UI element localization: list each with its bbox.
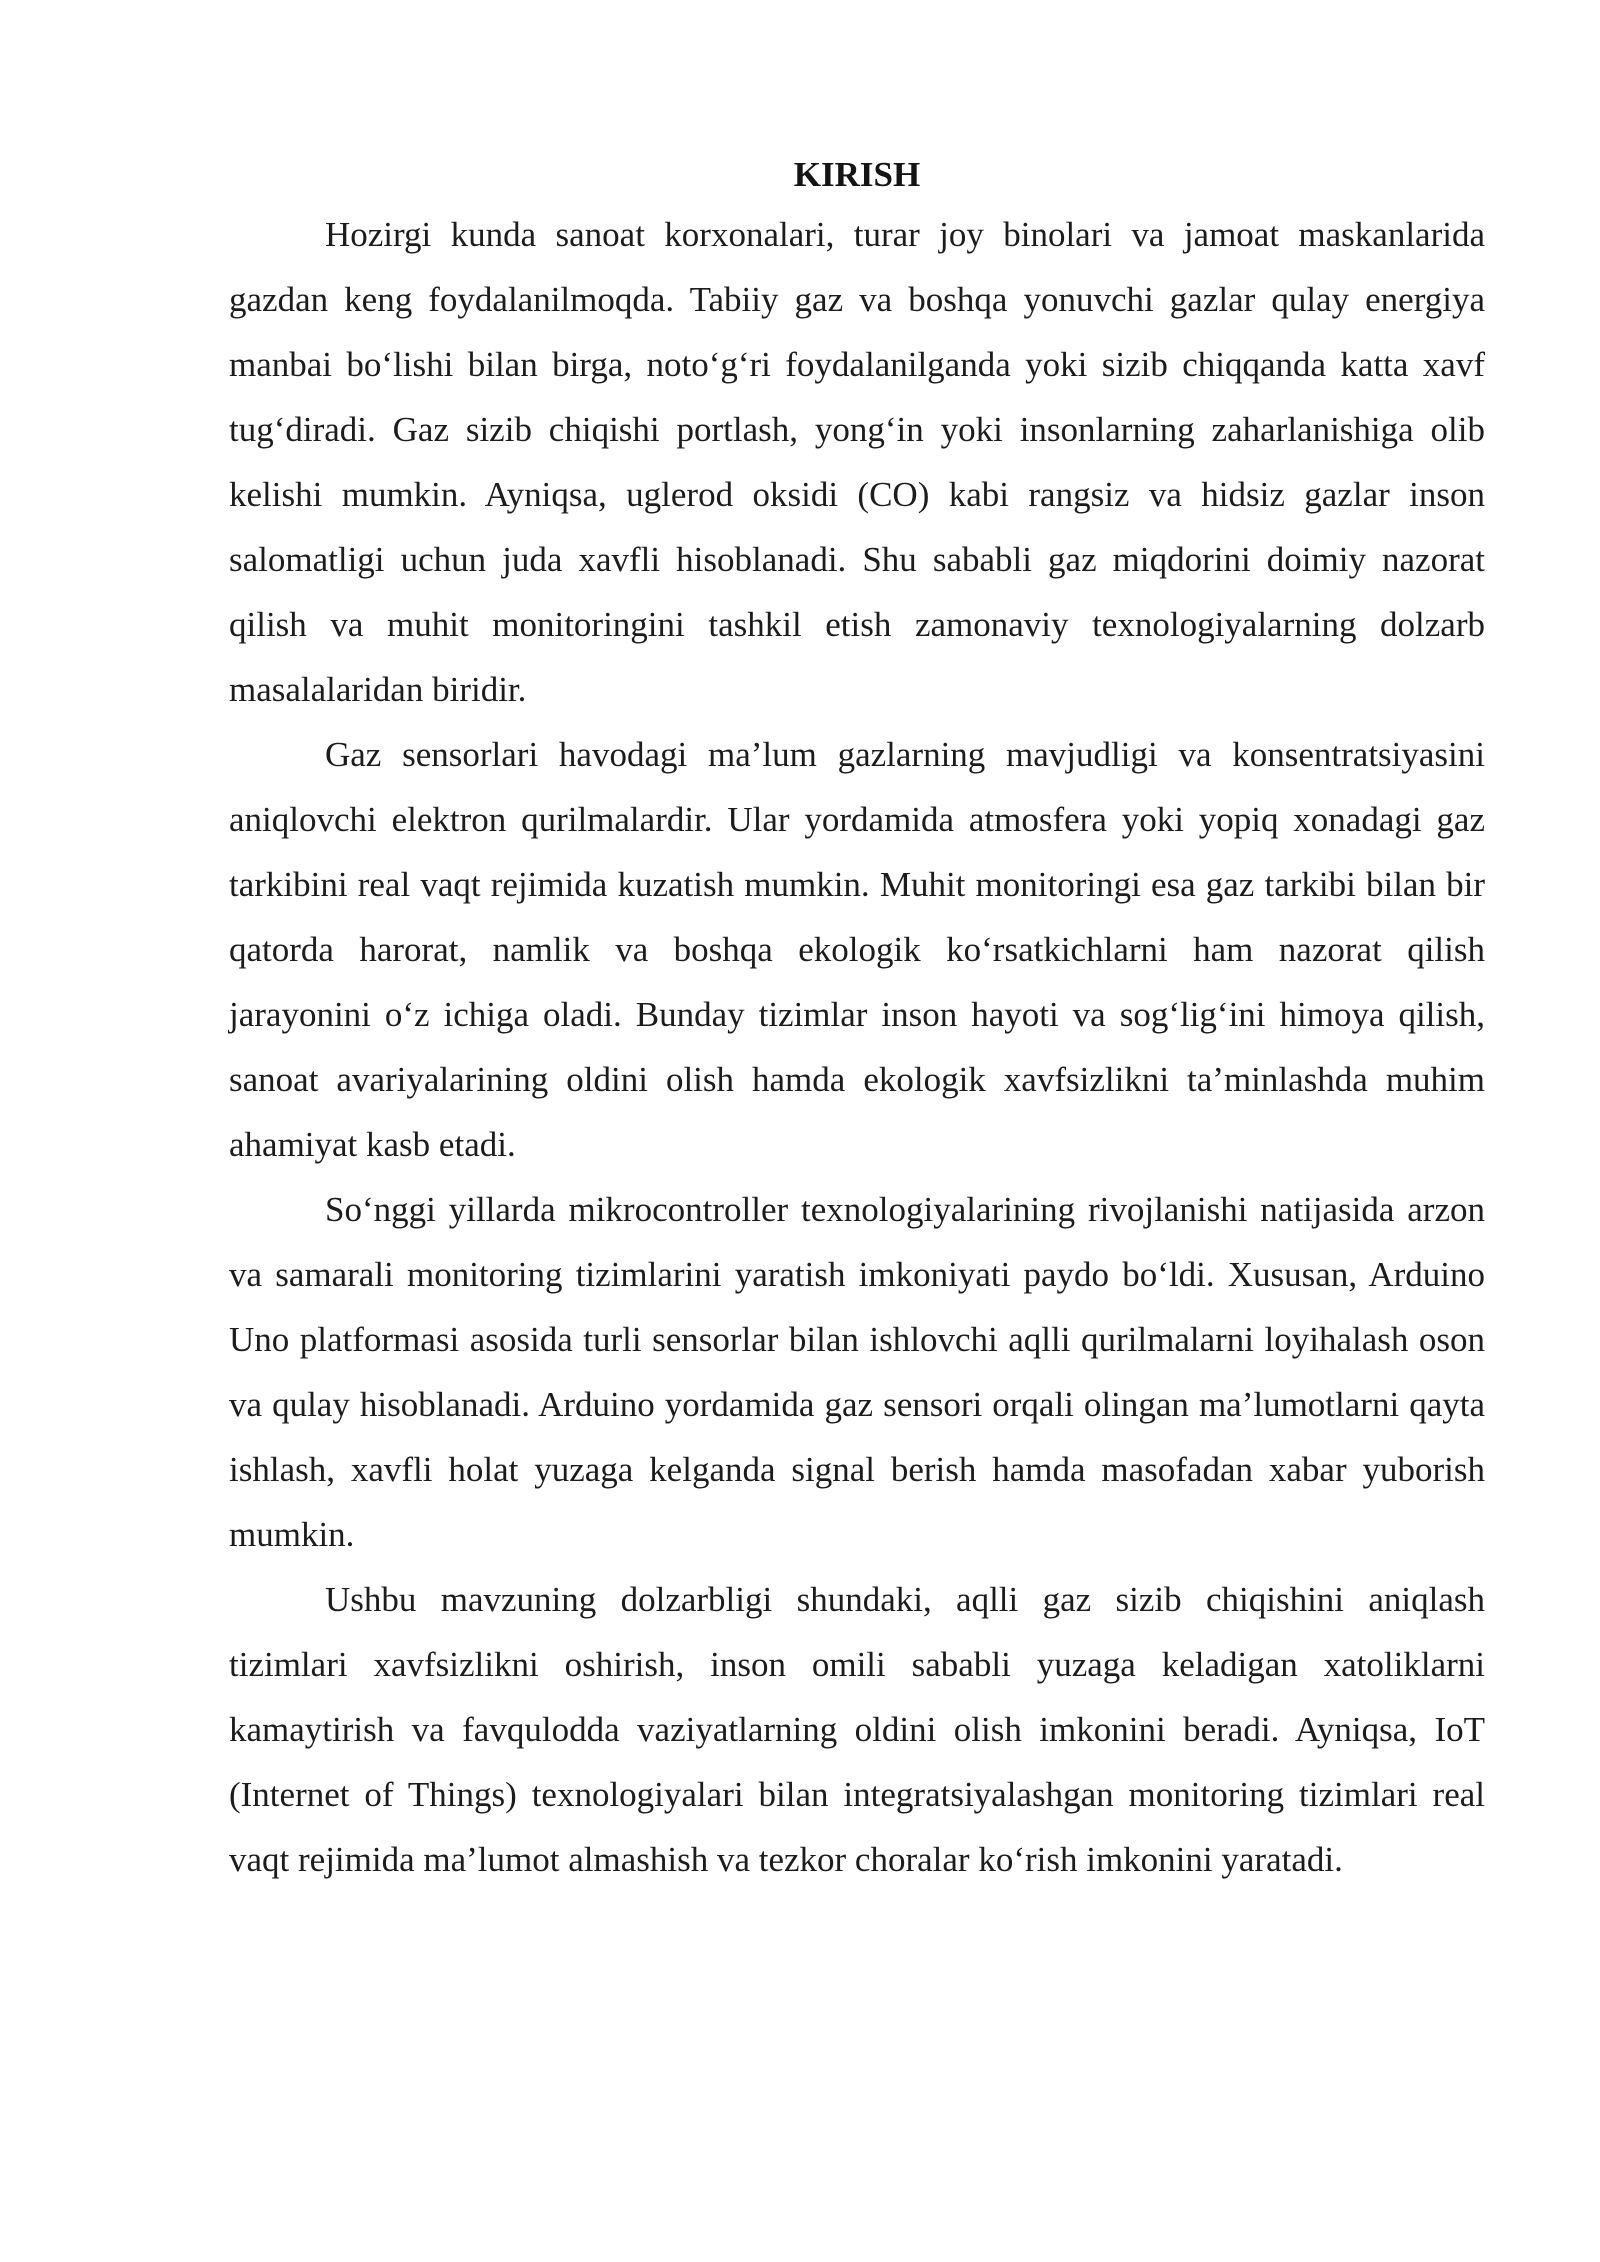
document-body (229, 148, 1485, 1892)
page-title: KIRISH (793, 155, 921, 194)
paragraph-3: So‘nggi yillarda mikrocontroller texnologiyalarining rivojlanishi natijasida arzon va samarali monitoring tizimlarini yaratish imkoniyati paydo bo‘ldi. Xususan, Arduino Uno platformasi asosida turli sensorlar bilan ishlovchi aqlli qurilmalarni loyihalash oson va qulay hisoblanadi. Arduino yordamida gaz sensori orqali olingan ma’lumotlarni qayta ishlash, xavfli holat yuzaga kelganda signal berish hamda masofadan xabar yuborish mumkin. (229, 1190, 1485, 1554)
paragraph-2: Gaz sensorlari havodagi ma’lum gazlarning mavjudligi va konsentratsiyasini aniqlovchi elektron qurilmalardir. Ular yordamida atmosfera yoki yopiq xonadagi gaz tarkibini real vaqt rejimida kuzatish mumkin. Muhit monitoringi esa gaz tarkibi bilan bir qatorda harorat, namlik va boshqa ekologik ko‘rsatkichlarni ham nazorat qilish jarayonini o‘z ichiga oladi. Bunday tizimlar inson hayoti va sog‘lig‘ini himoya qilish, sanoat avariyalarining oldini olish hamda ekologik xavfsizlikni ta’minlashda muhim ahamiyat kasb etadi. (229, 735, 1485, 1164)
paragraph-1: Hozirgi kunda sanoat korxonalari, turar joy binolari va jamoat maskanlarida gazdan keng foydalanilmoqda. Tabiiy gaz va boshqa yonuvchi gazlar qulay energiya manbai bo‘lishi bilan birga, noto‘g‘ri foydalanilganda yoki sizib chiqqanda katta xavf tug‘diradi. Gaz sizib chiqishi portlash, yong‘in yoki insonlarning zaharlanishiga olib kelishi mumkin. Ayniqsa, uglerod oksidi (CO) kabi rangsiz va hidsiz gazlar inson salomatligi uchun juda xavfli hisoblanadi. Shu sababli gaz miqdorini doimiy nazorat qilish va muhit monitoringini tashkil etish zamonaviy texnologiyalarning dolzarb masalalaridan biridir. (229, 215, 1485, 709)
paragraph-4: Ushbu mavzuning dolzarbligi shundaki, aqlli gaz sizib chiqishini aniqlash tizimlari xavfsizlikni oshirish, inson omili sababli yuzaga keladigan xatoliklarni kamaytirish va favqulodda vaziyatlarning oldini olish imkonini beradi. Ayniqsa, IoT (Internet of Things) texnologiyalari bilan integratsiyalashgan monitoring tizimlari real vaqt rejimida ma’lumot almashish va tezkor choralar ko‘rish imkonini yaratadi. (229, 1580, 1485, 1879)
